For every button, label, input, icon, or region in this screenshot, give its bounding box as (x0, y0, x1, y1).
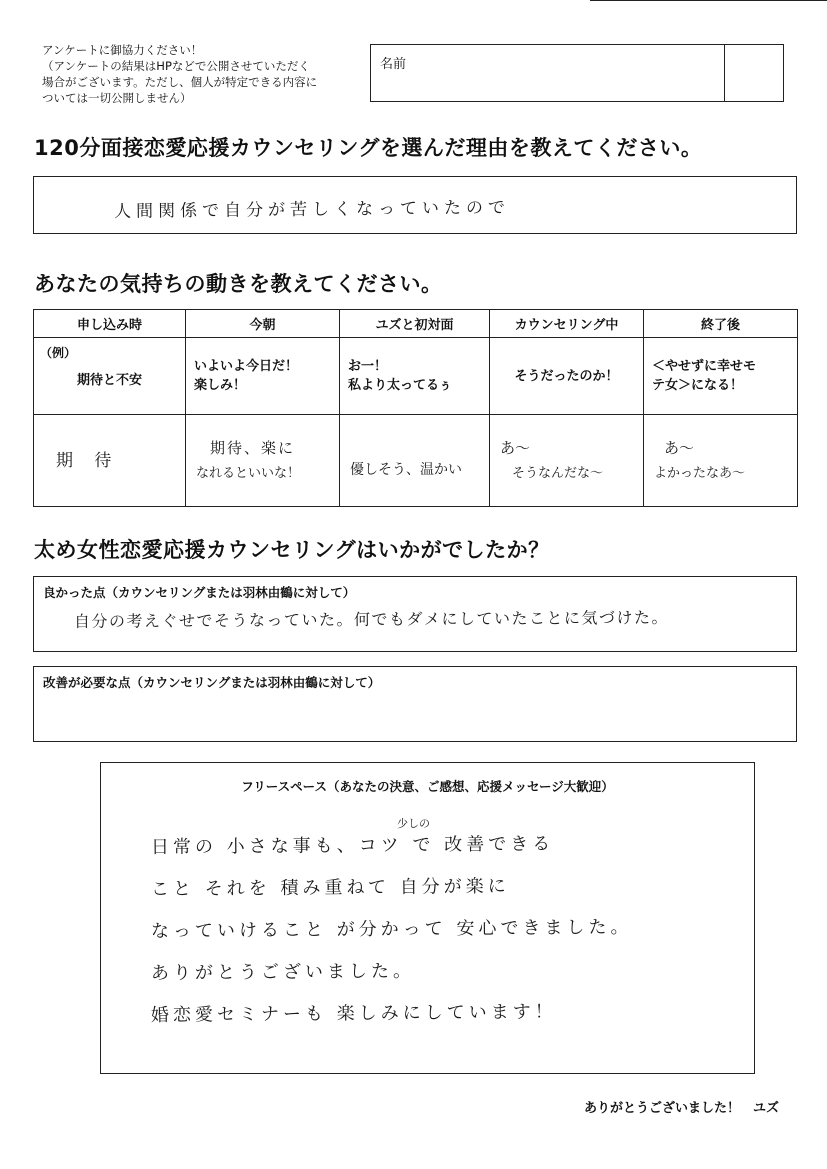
good-points-box[interactable] (33, 576, 797, 652)
column-header: ユズと初対面 (340, 310, 490, 338)
answer-text: そうなんだな〜 (512, 465, 604, 481)
column-header: カウンセリング中 (490, 310, 644, 338)
example-row (34, 338, 798, 415)
closing-thanks: ありがとうございました！ ユズ (583, 1101, 779, 1116)
answer-cell[interactable] (340, 415, 490, 507)
notice-line: ついては一切公開しません） (42, 91, 192, 105)
q1-answer: 人間関係で自分が苦しくなっていたので (113, 197, 511, 222)
inserted-note: 少しの (397, 817, 430, 830)
answer-text: あ〜 (500, 438, 531, 457)
free-space-answer (151, 827, 632, 1037)
answer-text: あ〜 (664, 438, 695, 457)
column-header: 終了後 (644, 310, 798, 338)
answer-text: なれるといいな！ (196, 465, 301, 481)
answer-text: 優しそう、温かい (350, 461, 462, 478)
free-space-line: こと それを 積み重ねて 自分が楽に (150, 875, 510, 900)
feelings-table (33, 309, 798, 507)
q3-heading: 太め女性恋愛応援カウンセリングはいかがでしたか？ (34, 538, 550, 562)
example-cell (490, 338, 644, 415)
answer-cell[interactable] (186, 415, 340, 507)
free-space-line: なっていけること が分かって 安心できました。 (150, 916, 633, 942)
answer-text: 期待、楽に (210, 438, 296, 457)
example-text: テ女＞になる！ (652, 378, 744, 393)
example-text: そうだったのか！ (514, 368, 619, 384)
good-points-label: 良かった点（カウンセリングまたは羽林由鶴に対して） (43, 585, 356, 600)
example-cell (340, 338, 490, 415)
answer-text: よかったなあ〜 (654, 465, 746, 481)
top-edge-line (590, 0, 827, 1)
free-space-line: ありがとうございました。 (150, 960, 416, 984)
improvement-box[interactable] (33, 666, 797, 742)
name-field[interactable] (370, 44, 784, 102)
answer-row (34, 415, 798, 507)
name-label: 名前 (380, 57, 407, 72)
q2-heading: あなたの気持ちの動きを教えてください。 (34, 272, 443, 296)
example-text: 楽しみ！ (194, 378, 247, 393)
example-cell (34, 338, 186, 415)
q1-answer-box[interactable] (33, 176, 797, 234)
free-space-line: 日常の 小さな事も、コツ で 改善できる (150, 833, 555, 858)
example-text: いよいよ今日だ！ (194, 359, 299, 374)
column-header: 今朝 (186, 310, 340, 338)
answer-text: 期 待 (56, 450, 120, 471)
q1-heading: 120分面接恋愛応援カウンセリングを選んだ理由を教えてください。 (34, 136, 703, 160)
example-text: 私より太ってるぅ (348, 378, 453, 393)
answer-cell[interactable] (34, 415, 186, 507)
name-box-divider (724, 45, 725, 101)
example-text: ＜やせずに幸せモ (652, 359, 757, 374)
notice-line: 場合がございます。ただし、個人が特定できる内容に (42, 75, 318, 89)
feelings-header-row (34, 310, 798, 338)
free-space-line: 婚恋愛セミナーも 楽しみにしています！ (150, 1001, 557, 1026)
example-cell (644, 338, 798, 415)
column-header: 申し込み時 (34, 310, 186, 338)
notice-line: （アンケートの結果はHPなどで公開させていただく (42, 59, 310, 73)
answer-cell[interactable] (490, 415, 644, 507)
free-space-box[interactable] (100, 762, 755, 1074)
example-cell (186, 338, 340, 415)
example-text: 期待と不安 (76, 372, 142, 388)
good-points-answer: 自分の考えぐせでそうなっていた。何でもダメにしていたことに気づけた。 (73, 607, 670, 631)
free-space-title: フリースペース（あなたの決意、ご感想、応援メッセージ大歓迎） (241, 779, 614, 794)
example-marker: （例） (40, 346, 77, 360)
improvement-label: 改善が必要な点（カウンセリングまたは羽林由鶴に対して） (43, 675, 381, 690)
survey-notice (42, 42, 362, 106)
example-text: お一！ (348, 359, 388, 374)
answer-cell[interactable] (644, 415, 798, 507)
notice-line: アンケートに御協力ください！ (42, 43, 203, 57)
